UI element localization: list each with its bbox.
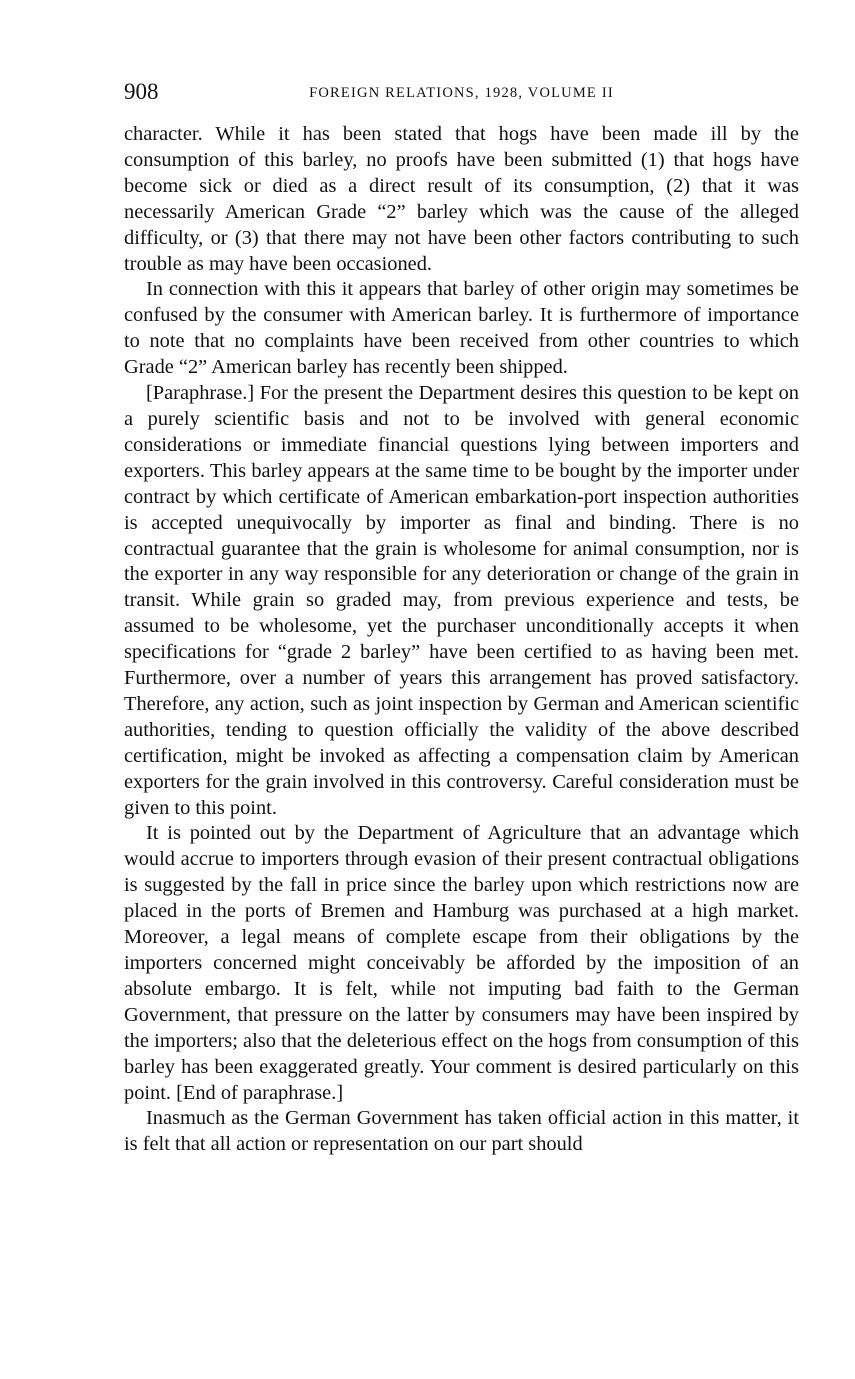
- paragraph: Inasmuch as the German Government has taken official action in this matter, it is felt that all action or representation on our part should: [124, 1107, 799, 1156]
- body-text: [124, 122, 799, 1158]
- running-head: [124, 76, 799, 108]
- paragraph: It is pointed out by the Department of Agriculture that an advantage which would accrue to importers through evasion of their present contractual obligations is suggested by the fall in price since the barley upon which restrictions now are placed in the ports of Bremen and Hamburg was purchased at a high market. Moreover, a legal means of complete escape from their obligations by the importers concerned might conceivably be afforded by the imposition of an absolute embargo. It is felt, while not imputing bad faith to the German Government, that pressure on the latter by consumers may have been inspired by the importers; also that the deleterious effect on the hogs from consumption of this barley has been exaggerated greatly. Your comment is desired particularly on this point. [End of paraphrase.]: [124, 822, 799, 1104]
- paragraph-continued: character. While it has been stated that hogs have been made ill by the consumption of this barley, no proofs have been submitted (1) that hogs have become sick or died as a direct result of its consumption, (2) that it was necessarily American Grade “2” barley which was the cause of the alleged difficulty, or (3) that there may not have been other factors contributing to such trouble as may have been occasioned.: [124, 123, 799, 275]
- running-head-title: FOREIGN RELATIONS, 1928, VOLUME II: [309, 85, 614, 101]
- page-number: 908: [124, 79, 159, 104]
- document-page: [124, 76, 799, 1158]
- paragraph: [Paraphrase.] For the present the Department desires this question to be kept on a purely scientific basis and not to be involved with general economic considerations or immediate financial questions lying between importers and exporters. This barley appears at the same time to be bought by the importer under contract by which certificate of American embarkation-port inspection authorities is accepted unequivocally by importer as final and binding. There is no contractual guarantee that the grain is wholesome for animal consumption, nor is the exporter in any way responsible for any deterioration or change of the grain in transit. While grain so graded may, from previous experience and tests, be assumed to be wholesome, yet the purchaser unconditionally accepts it when specifications for “grade 2 barley” have been certified to as having been met. Furthermore, over a number of years this arrangement has proved satisfactory. Therefore, any action, such as joint inspection by German and American scientific authorities, tending to question officially the validity of the above described certification, might be invoked as affecting a compensation claim by American exporters for the grain involved in this controversy. Careful consideration must be given to this point.: [124, 382, 799, 819]
- paragraph: In connection with this it appears that barley of other origin may sometimes be confused by the consumer with American barley. It is furthermore of importance to note that no complaints have been received from other countries to which Grade “2” American barley has recently been shipped.: [124, 278, 799, 379]
